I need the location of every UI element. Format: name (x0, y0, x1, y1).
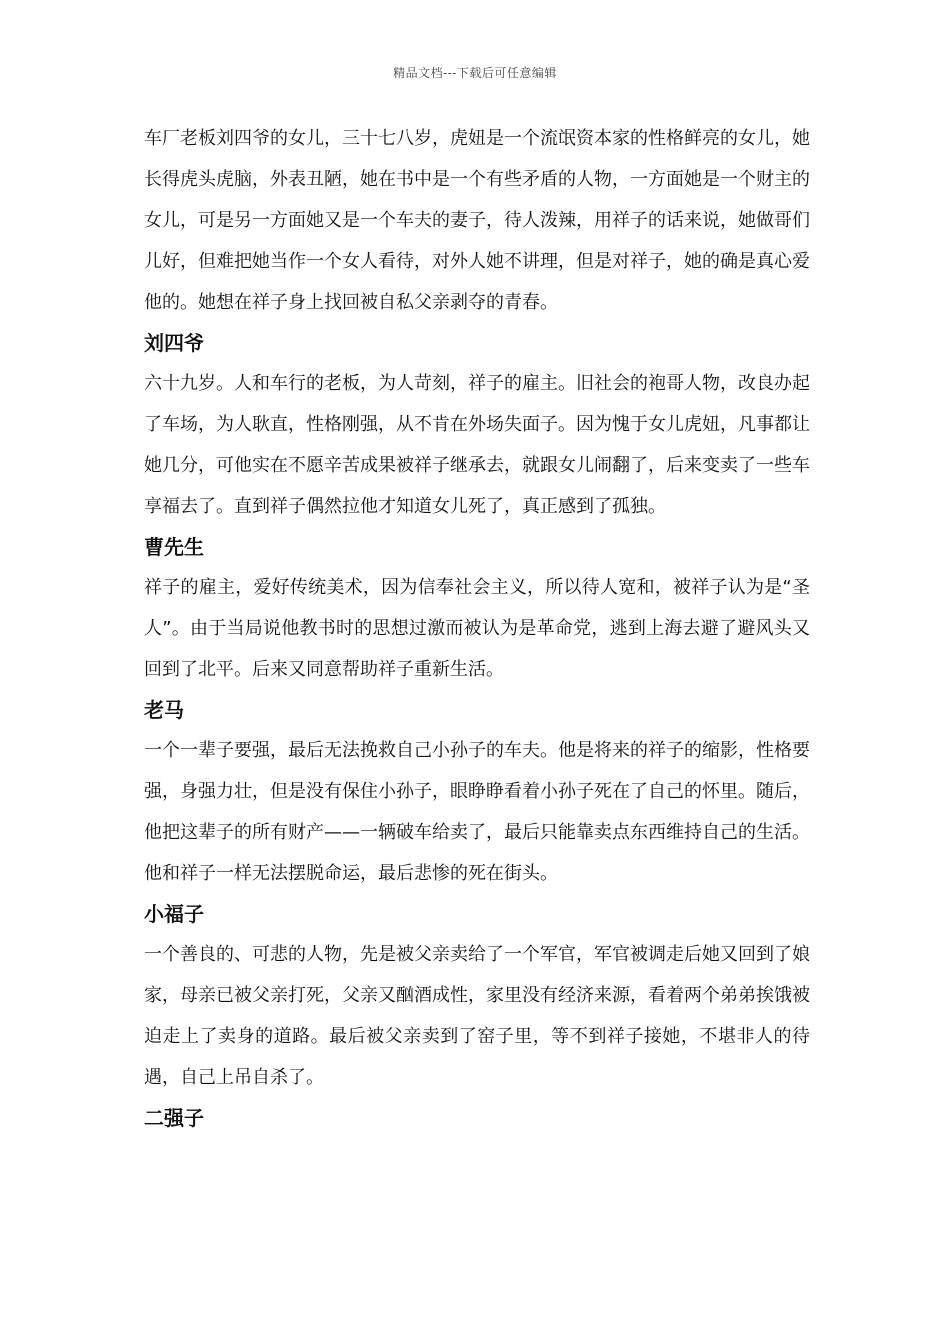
heading-xiaofuzi: 小福子 (144, 902, 204, 926)
paragraph-laoma: 一个一辈子要强，最后无法挽救自己小孙子的车夫。他是将来的祥子的缩影，性格要强，身强力壮，但是没有保住小孙子，眼睁睁看着小孙子死在了自己的怀里。随后，他把这辈子的所有财产——一辆破车给卖了，最后只能靠卖点东西维持自己的生活。他和祥子一样无法摆脱命运，最后悲惨的死在街头。 (144, 740, 810, 884)
paragraph-xiaofuzi: 一个善良的、可悲的人物，先是被父亲卖给了一个军官，军官被调走后她又回到了娘家，母亲已被父亲打死，父亲又酗酒成性，家里没有经济来源，看着两个弟弟挨饿被迫走上了卖身的道路。最后被父亲卖到了窑子里，等不到祥子接她，不堪非人的待遇，自己上吊自杀了。 (144, 944, 810, 1088)
page-header: 精品文档---下载后可任意编辑 (393, 66, 557, 80)
document-body (144, 118, 810, 1138)
heading-caoxiansheng: 曹先生 (144, 535, 204, 559)
paragraph-liusiye: 六十九岁。人和车行的老板，为人苛刻，祥子的雇主。旧社会的袍哥人物，改良办起了车场，为人耿直，性格刚强，从不肯在外场失面子。因为愧于女儿虎妞，凡事都让她几分，可他实在不愿辛苦成果被祥子继承去，就跟女儿闹翻了，后来变卖了一些车享福去了。直到祥子偶然拉他才知道女儿死了，真正感到了孤独。 (144, 373, 810, 517)
paragraph-huniu: 车厂老板刘四爷的女儿，三十七八岁，虎妞是一个流氓资本家的性格鲜亮的女儿，她长得虎头虎脑，外表丑陋，她在书中是一个有些矛盾的人物，一方面她是一个财主的女儿，可是另一方面她又是一个车夫的妻子，待人泼辣，用祥子的话来说，她做哥们儿好，但难把她当作一个女人看待，对外人她不讲理，但是对祥子，她的确是真心爱他的。她想在祥子身上找回被自私父亲剥夺的青春。 (144, 128, 810, 313)
heading-erqiangzi: 二强子 (144, 1106, 204, 1130)
paragraph-caoxiansheng: 祥子的雇主，爱好传统美术，因为信奉社会主义，所以待人宽和，被祥子认为是“圣人”。由于当局说他教书时的思想过激而被认为是革命党，逃到上海去避了避风头又回到了北平。后来又同意帮助祥子重新生活。 (144, 577, 810, 680)
heading-liusiye: 刘四爷 (144, 331, 204, 355)
heading-laoma: 老马 (144, 698, 184, 722)
